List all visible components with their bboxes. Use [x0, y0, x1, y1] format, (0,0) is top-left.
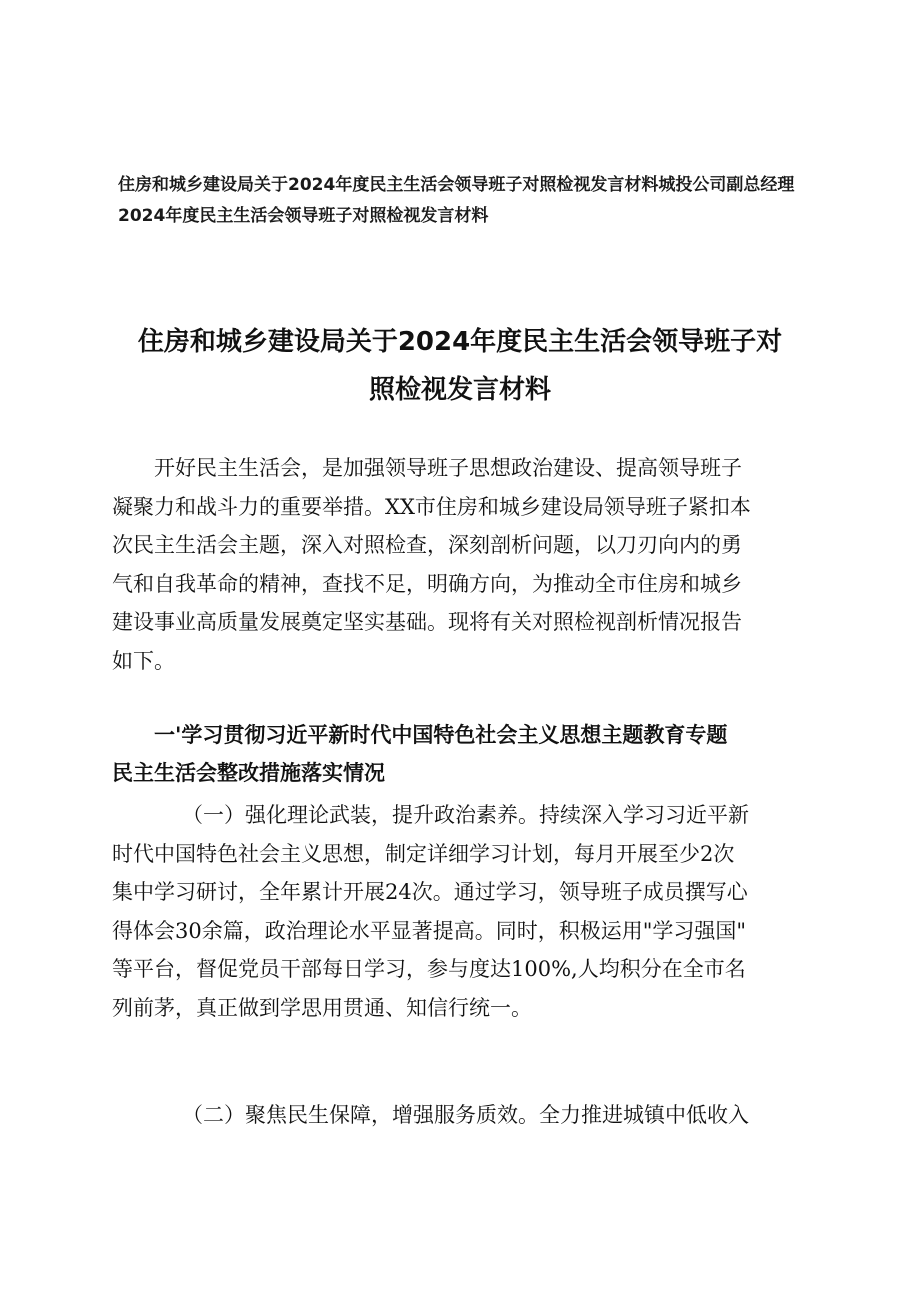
paragraph-line: 得体会30余篇，政治理论水平显著提高。同时，积极运用"学习强国" — [112, 918, 747, 943]
header-note-line-1: 住房和城乡建设局关于2024年度民主生活会领导班子对照检视发言材料城投公司副总经理 — [118, 175, 795, 195]
document-title — [120, 318, 800, 414]
paragraph-2 — [112, 1096, 812, 1135]
intro-line: 次民主生活会主题，深入对照检查，深刻剖析问题，以刀刃向内的勇 — [112, 533, 742, 557]
paragraph-line: （二）聚焦民生保障，增强服务质效。全力推进城镇中低收入 — [182, 1103, 749, 1127]
header-note — [118, 170, 818, 232]
section-heading-line-2: 民主生活会整改措施落实情况 — [112, 761, 385, 785]
paragraph-line: （一）强化理论武装，提升政治素养。持续深入学习习近平新 — [182, 803, 749, 827]
title-line-1: 住房和城乡建设局关于2024年度民主生活会领导班子对 — [137, 327, 783, 357]
paragraph-line: 集中学习研讨，全年累计开展24次。通过学习，领导班子成员撰写心 — [112, 880, 748, 904]
intro-line: 如下。 — [112, 648, 175, 673]
intro-line: 开好民主生活会，是加强领导班子思想政治建设、提高领导班子 — [154, 456, 742, 480]
section-heading-1 — [112, 716, 812, 792]
intro-line: 气和自我革命的精神，查找不足，明确方向，为推动全市住房和城乡 — [112, 571, 742, 596]
header-note-line-2: 2024年度民主生活会领导班子对照检视发言材料 — [118, 206, 489, 226]
intro-line: 凝聚力和战斗力的重要举措。XX市住房和城乡建设局领导班子紧扣本 — [112, 494, 751, 519]
intro-paragraph — [112, 449, 812, 680]
paragraph-line: 列前茅，真正做到学思用贯通、知信行统一。 — [112, 995, 532, 1020]
paragraph-line: 等平台，督促党员干部每日学习，参与度达100%,人均积分在全市名 — [112, 957, 746, 981]
paragraph-line: 时代中国特色社会主义思想，制定详细学习计划，每月开展至少2次 — [112, 841, 735, 866]
paragraph-1 — [112, 796, 812, 1027]
section-heading-line-1: 一'学习贯彻习近平新时代中国特色社会主义思想主题教育专题 — [154, 723, 728, 747]
intro-line: 建设事业高质量发展奠定坚实基础。现将有关对照检视剖析情况报告 — [112, 610, 742, 634]
title-line-2: 照检视发言材料 — [368, 375, 551, 405]
